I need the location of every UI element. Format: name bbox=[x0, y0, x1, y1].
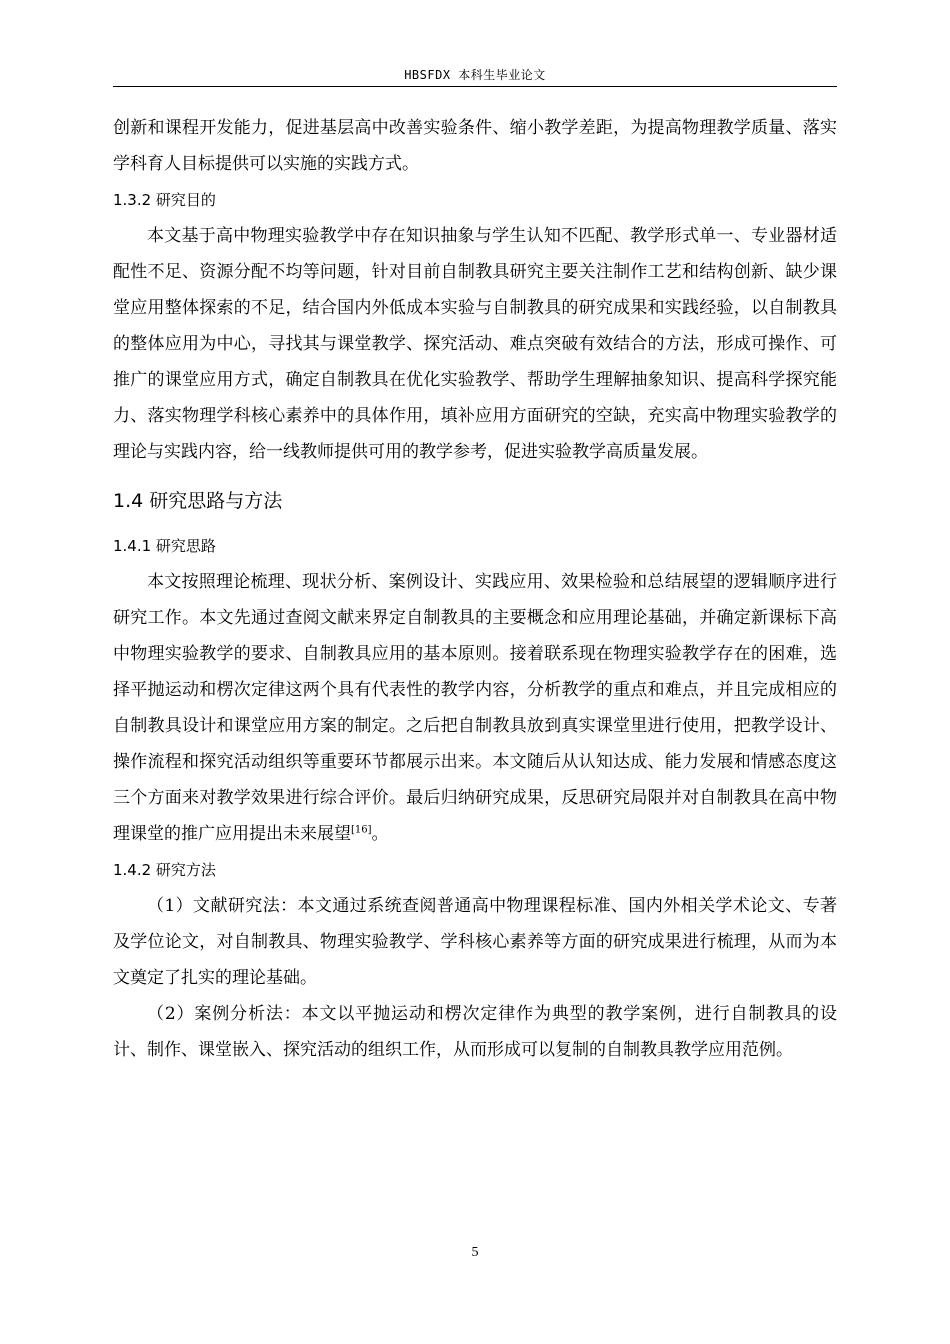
section-heading-1-4-1: 1.4.1 研究思路 bbox=[113, 537, 216, 555]
paragraph-end-punct: 。 bbox=[371, 824, 389, 844]
research-purpose-paragraph: 本文基于高中物理实验教学中存在知识抽象与学生认知不匹配、教学形式单一、专业器材适配性不足、资源分配不均等问题，针对目前自制教具研究主要关注制作工艺和结构创新、缺少课堂应用整体探索的不足，结合国内外低成本实验与自制教具的研究成果和实践经验，以自制教具的整体应用为中心，寻找其与课堂教学、探究活动、难点突破有效结合的方法，形成可操作、可推广的课堂应用方式，确定自制教具在优化实验教学、帮助学生理解抽象知识、提高科学探究能力、落实物理学科核心素养中的具体作用，填补应用方面研究的空缺，充实高中物理实验教学的理论与实践内容，给一线教师提供可用的教学参考，促进实验教学高质量发展。 bbox=[113, 226, 837, 462]
research-approach-text: 本文按照理论梳理、现状分析、案例设计、实践应用、效果检验和总结展望的逻辑顺序进行研究工作。本文先通过查阅文献来界定自制教具的主要概念和应用理论基础，并确定新课标下高中物理实验教学的要求、自制教具应用的基本原则。接着联系现在物理实验教学存在的困难，选择平抛运动和楞次定律这两个具有代表性的教学内容，分析教学的重点和难点，并且完成相应的自制教具设计和课堂应用方案的制定。之后把自制教具放到真实课堂里进行使用，把教学设计、操作流程和探究活动组织等重要环节都展示出来。本文随后从认知达成、能力发展和情感态度这三个方面来对教学效果进行综合评价。最后归纳研究成果，反思研究局限并对自制教具在高中物理课堂的推广应用提出未来展望 bbox=[113, 572, 837, 844]
section-heading-1-3-2: 1.3.2 研究目的 bbox=[113, 191, 216, 209]
section-heading-1-4-2: 1.4.2 研究方法 bbox=[113, 861, 216, 879]
header-rule bbox=[113, 86, 837, 87]
page-number: 5 bbox=[471, 1245, 479, 1260]
method-literature-paragraph: （1）文献研究法：本文通过系统查阅普通高中物理课程标准、国内外相关学术论文、专著及学位论文，对自制教具、物理实验教学、学科核心素养等方面的研究成果进行梳理，从而为本文奠定了扎实的理论基础。 bbox=[113, 896, 837, 988]
citation-16[interactable]: [16] bbox=[351, 824, 372, 836]
running-header: HBSFDX 本科生毕业论文 bbox=[404, 68, 546, 82]
continuation-paragraph: 创新和课程开发能力，促进基层高中改善实验条件、缩小教学差距，为提高物理教学质量、落实学科育人目标提供可以实施的实践方式。 bbox=[113, 118, 837, 174]
research-approach-paragraph bbox=[113, 564, 837, 852]
section-heading-1-4: 1.4 研究思路与方法 bbox=[113, 490, 283, 512]
method-case-analysis-paragraph: （2）案例分析法：本文以平抛运动和楞次定律作为典型的教学案例，进行自制教具的设计、制作、课堂嵌入、探究活动的组织工作，从而形成可以复制的自制教具教学应用范例。 bbox=[113, 1004, 837, 1060]
page-body bbox=[113, 110, 837, 1068]
